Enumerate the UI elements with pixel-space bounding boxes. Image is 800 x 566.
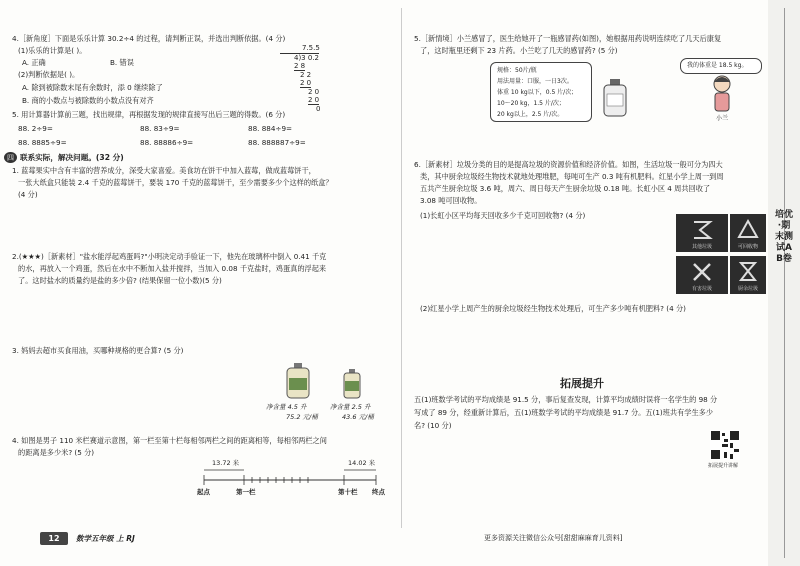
q5-r2c3: 88. 888887÷9= bbox=[248, 138, 306, 147]
oil1-price: 75.2 元/桶 bbox=[286, 413, 318, 421]
binding-strip bbox=[768, 0, 800, 566]
medicine-bottle-icon bbox=[602, 78, 628, 118]
qr-code-icon[interactable] bbox=[710, 430, 740, 460]
girl-name: 小兰 bbox=[716, 115, 729, 122]
r-q5-line2: 了，这时瓶里还剩下 23 片药。小兰吃了几天的感冒药? (5 分) bbox=[420, 46, 618, 55]
qr-caption: 拓展提升讲解 bbox=[708, 463, 739, 469]
track-tenth: 第十栏 bbox=[338, 488, 358, 496]
p4-line2: 的距离是多少米? (5 分) bbox=[18, 448, 95, 457]
q4-reason-b: B. 商的小数点与被除数的小数点没有对齐 bbox=[22, 96, 154, 105]
kitchen-waste-icon bbox=[736, 260, 760, 282]
column-divider bbox=[401, 8, 402, 528]
bin-hazardous: 有害垃圾 bbox=[676, 256, 728, 294]
p1-line3: (4 分) bbox=[18, 190, 38, 199]
other-waste-icon bbox=[690, 218, 714, 240]
recycle-icon bbox=[736, 218, 760, 240]
p2-line3: 了。这时盐水的质量约是盐的多少倍? (结果保留一位小数)(5 分) bbox=[18, 276, 222, 285]
track-dist2: 14.02 米 bbox=[348, 459, 376, 467]
p2-line2: 的水，再放入一个鸡蛋，然后在水中不断加入盐并搅拌，当加入 0.08 千克盐时，鸡蛋真的浮起来 bbox=[18, 264, 327, 273]
ext-line2: 写成了 89 分，经重新计算后，五(1)班数学考试的平均成绩是 91.7 分。五(1)班共有学生多少 bbox=[414, 408, 714, 417]
ext-line1: 五(1)班数学考试的平均成绩是 91.5 分，事后复查发现，计算平均成绩时误将一名学生的 98 分 bbox=[414, 395, 718, 404]
r-q6-line3: 五共产生厨余垃圾 3.6 吨，周六、周日每天产生厨余垃圾 0.18 吨。长虹小区 4 周共回收了 bbox=[420, 184, 711, 193]
q4-opt-a: A. 正确 bbox=[22, 58, 46, 67]
q4-sub1: (1)乐乐的计算是( )。 bbox=[18, 46, 87, 55]
q5-r1c3: 88. 884÷9= bbox=[248, 124, 293, 133]
r-q5-line1: 5.［新情境］小兰感冒了，医生给她开了一瓶感冒药(如图)，她根据用药说明连续吃了几天后康复 bbox=[414, 34, 722, 43]
q5-r1c2: 88. 83÷9= bbox=[140, 124, 180, 133]
hazardous-icon bbox=[690, 260, 714, 282]
track-dist1: 13.72 米 bbox=[212, 459, 240, 467]
oil-bottle-small-icon bbox=[342, 368, 362, 400]
section-title: 联系实际，解决问题。(32 分) bbox=[20, 153, 124, 162]
page-number: 12 bbox=[40, 532, 68, 545]
r-q6-sub2: (2)红星小学上周产生的厨余垃圾经生物技术处理后，可生产多少吨有机肥料? (4 分) bbox=[420, 304, 686, 313]
q5-r2c2: 88. 88886÷9= bbox=[140, 138, 194, 147]
track-start: 起点 bbox=[197, 488, 210, 496]
q4-sub2: (2)判断依据是( )。 bbox=[18, 70, 80, 79]
bin-recyclable: 可回收物 bbox=[730, 214, 766, 252]
extension-title: 拓展提升 bbox=[560, 377, 604, 390]
bin-kitchen: 厨余垃圾 bbox=[730, 256, 766, 294]
r-q6-sub1: (1)长虹小区平均每天回收多少千克可回收物? (4 分) bbox=[420, 211, 586, 220]
footer-subject: 数学五年级 上 RJ bbox=[76, 534, 135, 543]
bin-other: 其他垃圾 bbox=[676, 214, 728, 252]
q4-line1: 4.［新角度］下面是乐乐计算 30.2÷4 的过程，请判断正误，并选出判断依据。(4 分) bbox=[12, 34, 286, 43]
track-first: 第一栏 bbox=[236, 488, 256, 496]
p4-line1: 4. 如图是男子 110 米栏赛道示意图，第一栏至第十栏每相邻两栏之间的距离相等，每相邻两栏之间 bbox=[12, 436, 327, 445]
q4-reason-a: A. 除到被除数末尾有余数时，添 0 继续除了 bbox=[22, 83, 163, 92]
p2-line1: 2.(★★★)［新素材］"盐水能浮起鸡蛋吗?"小明决定动手验证一下，他先在玻璃杯中倒入 0.41 千克 bbox=[12, 252, 327, 261]
long-division: 7.5.5 4)3 0.2 2 8 2 2 2 0 2 0 2 0 0 bbox=[280, 44, 340, 112]
vertical-series-title: 培优·期末测试AB卷 bbox=[774, 210, 793, 264]
speech-bubble: 我的体重是 18.5 kg。 bbox=[680, 58, 762, 74]
girl-avatar-icon bbox=[708, 74, 736, 114]
ext-line3: 名? (10 分) bbox=[414, 421, 452, 430]
track-end: 终点 bbox=[372, 488, 385, 496]
footer-promo: 更多资源关注微信公众号[甜甜麻麻育儿资料] bbox=[484, 534, 623, 542]
oil2-price: 43.6 元/桶 bbox=[342, 413, 374, 421]
section-marker: 四 bbox=[4, 152, 17, 163]
p3-line: 3. 妈妈去超市买食用油，买哪种规格的更合算? (5 分) bbox=[12, 346, 184, 355]
q4-opt-b: B. 错误 bbox=[110, 58, 134, 67]
q5-r1c1: 88. 2÷9= bbox=[18, 124, 53, 133]
p1-line2: 一张大纸盒只能装 2.4 千克的蓝莓饼干，要装 170 千克的蓝莓饼干，至少需要多少个这样的纸盒？ bbox=[18, 178, 333, 187]
r-q6-line1: 6.［新素材］垃圾分类的目的是提高垃圾的资源价值和经济价值。如图，生活垃圾一般可分为四大 bbox=[414, 160, 723, 169]
q5-r2c1: 88. 8885÷9= bbox=[18, 138, 67, 147]
oil1-volume: 净含量 4.5 升 bbox=[266, 403, 307, 411]
p1-line1: 1. 蓝莓果实中含有丰富的营养成分，深受大家喜爱。美食坊在饼干中加入蓝莓，做成蓝莓饼干， bbox=[12, 166, 316, 175]
medicine-card: 规格：50片/瓶 用法用量：口服，一日3次。 体重 10 kg以下，0.5 片/次； 10～20 kg，1.5 片/次； 20 kg以上，2.5 片/次。 bbox=[490, 62, 592, 122]
r-q6-line4: 3.08 吨可回收物。 bbox=[420, 196, 482, 205]
oil2-volume: 净含量 2.5 升 bbox=[330, 403, 371, 411]
q5-line1: 5. 用计算器计算前三题，找出规律，再根据发现的规律直接写出后三题的得数。(6 分) bbox=[12, 110, 286, 119]
r-q6-line2: 类，其中厨余垃圾经生物技术就地处理堆肥，每吨可生产 0.3 吨有机肥料。红星小学上周一到周 bbox=[420, 172, 724, 181]
oil-bottle-large-icon bbox=[284, 362, 312, 400]
